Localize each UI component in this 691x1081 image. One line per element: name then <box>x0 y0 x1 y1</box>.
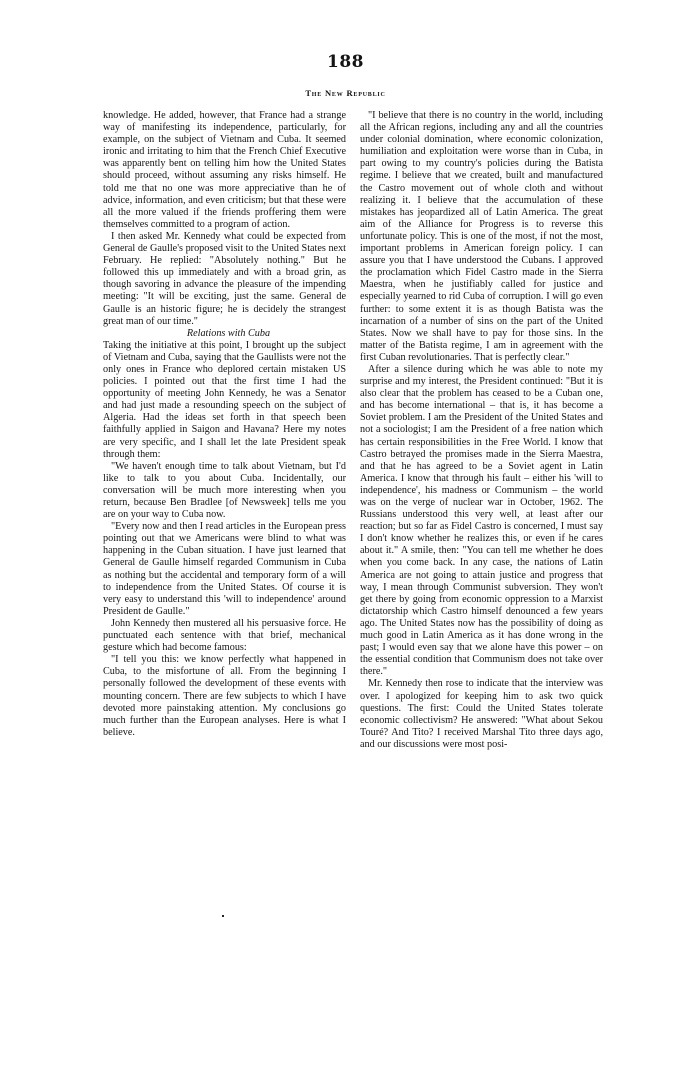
scan-speck <box>222 915 224 917</box>
paragraph: knowledge. He added, however, that France had a strange way of manifesting its independence, particularly, for example, on the subject of Vietnam and Cuba. It seemed ironic and irritating to him that the French Chief Executive was apparently bent on telling him how the United States should proceed, without assuming any risks himself. He told me that no one was more appreciative than he of advice, information, and even criticism; but that these were all the more valued if the friends proffering them were themselves committed to a program of action. <box>103 110 346 230</box>
running-head: The New Republic <box>305 88 386 98</box>
right-column <box>360 110 603 751</box>
paragraph: "Every now and then I read articles in the European press pointing out that we Americans were blind to what was happening in the Cuban situation. I have just learned that General de Gaulle himself regarded Communism in Cuba as nothing but the accidental and temporary form of a will to independence from the United States. Of course it is very easy to understand this 'will to independence' around President de Gaulle." <box>103 521 346 617</box>
paragraph: "We haven't enough time to talk about Vietnam, but I'd like to talk to you about Cuba. Incidentally, our conversation will be much more interesting when you return, because Ben Bradlee [of Newsweek] tells me you are on your way to Cuba now. <box>103 460 346 521</box>
paragraph: I then asked Mr. Kennedy what could be expected from General de Gaulle's proposed visit to the United States next February. He replied: "Absolutely nothing." But he followed this up immediately and with a broad grin, as though savoring in advance the pleasure of the impending meeting: "It will be exciting, just the same. General de Gaulle is an historic figure; he is decidely the strangest great man of our time." <box>103 230 346 327</box>
paragraph: Mr. Kennedy then rose to indicate that the interview was over. I apologized for keeping him to ask two quick questions. The first: Could the United States tolerate economic collectivism? He answered: "What about Sekou Touré? And Tito? I received Marshal Tito three days ago, and our discussions were most posi- <box>360 678 603 750</box>
paragraph: After a silence during which he was able to note my surprise and my interest, the President continued: "But it is also clear that the problem has ceased to be a Cuban one, and has become international – that is, it has become a Soviet problem. I am the President of the United States and not a sociologist; I am the President of a free nation which has certain responsibilities in the Free World. I know that Castro betrayed the promises made in the Sierra Maestra, and that he has agreed to be a Soviet agent in Latin America. I know that through his fault – either his 'will to independence', his madness or Communism – the world was on the verge of nuclear war in October, 1962. The Russians understood this very well, at least after our reaction; but so far as Fidel Castro is concerned, I must say I don't know whether he realizes this, or even if he cares about it." A smile, then: "You can tell me whether he does when you come back. In any case, the nations of Latin America are not going to attain justice and progress that way, I mean through Communist subversion. They won't get there by going from economic oppression to a Marxist dictatorship which Castro himself denounced a few years ago. The United States now has the possibility of doing as much good in Latin America as it has done wrong in the past; I would even say that we alone have this power – on the essential condition that Communism does not take over there." <box>360 363 603 678</box>
paragraph: "I believe that there is no country in the world, including all the African regions, including any and all the countries under colonial domination, where economic colonization, humiliation and exploitation were worse than in Cuba, in part owing to my country's policies during the Batista regime. I believe that we created, built and manufactured the Castro movement out of whole cloth and without realizing it. I believe that the accumulation of these mistakes has jeopardized all of Latin America. The great aim of the Alliance for Progress is to reverse this unfortunate policy. This is one of the most, if not the most, important problems in American foreign policy. I can assure you that I have understood the Cubans. I approved the proclamation which Fidel Castro made in the Sierra Maestra, when he justifiably called for justice and especially yearned to rid Cuba of corruption. I will go even further: to some extent it is as though Batista was the incarnation of a number of sins on the part of the United States. Now we shall have to pay for those sins. In the matter of the Batista regime, I am in agreement with the first Cuban revolutionaries. That is perfectly clear." <box>360 110 603 363</box>
paragraph: John Kennedy then mustered all his persuasive force. He punctuated each sentence with that brief, mechanical gesture which had become famous: <box>103 617 346 654</box>
page-number: 188 <box>327 52 364 72</box>
paragraph: "I tell you this: we know perfectly what happened in Cuba, to the misfortune of all. From the beginning I personally followed the development of these events with mounting concern. There are few subjects to which I have devoted more painstaking attention. My conclusions go much further than the European analyses. Here is what I believe. <box>103 654 346 738</box>
left-column <box>103 110 346 739</box>
paragraph: Taking the initiative at this point, I brought up the subject of Vietnam and Cuba, saying that the Gaullists were not the only ones in France who deplored certain mistaken US policies. I pointed out that the first time I had the opportunity of meeting John Kennedy, he was a Senator and had just made a resounding speech on the subject of Algeria. Had the ideas set forth in that speech been faithfully applied in Saigon and Havana? Here my notes are very specific, and I shall let the late President speak through them: <box>103 339 346 460</box>
section-subheading: Relations with Cuba <box>186 327 271 339</box>
